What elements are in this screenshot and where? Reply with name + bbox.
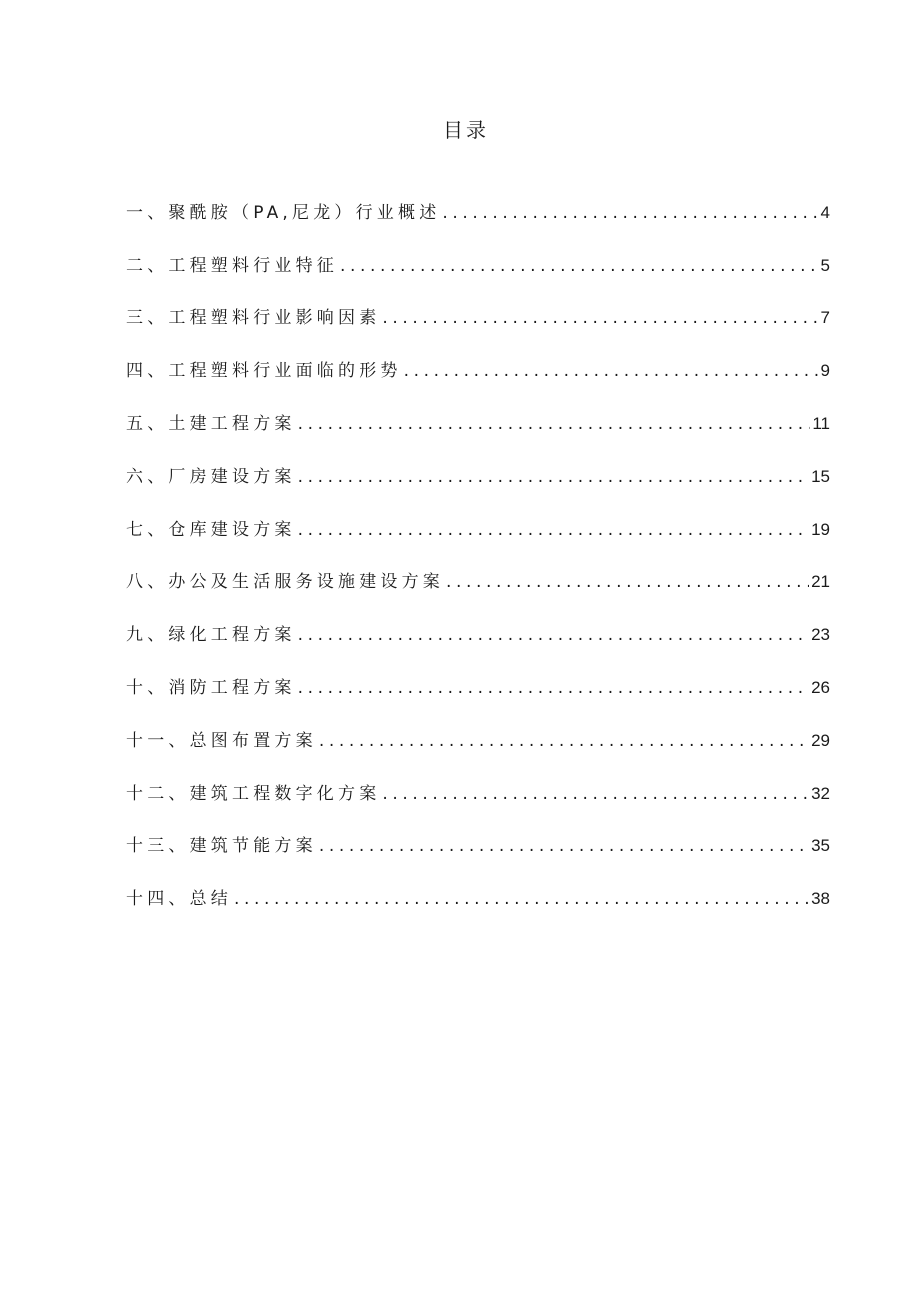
toc-entry-label: 四、工程塑料行业面临的形势 (126, 361, 402, 382)
toc-entry[interactable] (126, 282, 830, 335)
toc-list (126, 176, 830, 915)
toc-entry-page: 29 (811, 730, 830, 750)
toc-dot-leader (234, 883, 809, 915)
toc-entry[interactable] (126, 598, 830, 651)
toc-entry[interactable] (126, 757, 830, 810)
toc-entry-label: 三、工程塑料行业影响因素 (126, 308, 381, 329)
toc-dot-leader (319, 830, 809, 862)
toc-entry-page: 11 (812, 413, 830, 433)
toc-entry-label: 十、消防工程方案 (126, 677, 296, 698)
toc-entry-page: 32 (811, 783, 830, 803)
toc-entry-label: 二、工程塑料行业特征 (126, 255, 338, 276)
toc-entry[interactable] (126, 176, 830, 229)
toc-entry-page: 4 (820, 202, 830, 222)
toc-entry-label: 八、办公及生活服务设施建设方案 (126, 572, 444, 593)
toc-entry[interactable] (126, 440, 830, 493)
toc-entry[interactable] (126, 493, 830, 546)
toc-dot-leader (319, 725, 809, 757)
toc-dot-leader (340, 250, 819, 282)
toc-dot-leader (442, 197, 818, 229)
toc-entry[interactable] (126, 546, 830, 599)
toc-entry[interactable] (126, 704, 830, 757)
toc-entry-page: 35 (811, 836, 830, 856)
toc-dot-leader (298, 461, 809, 493)
toc-title: 目录 (443, 118, 489, 142)
toc-dot-leader (382, 778, 809, 810)
toc-entry[interactable] (126, 229, 830, 282)
toc-entry-label: 一、聚酰胺（PA,尼龙）行业概述 (126, 202, 441, 223)
toc-entry-page: 19 (811, 519, 830, 539)
toc-entry[interactable] (126, 862, 830, 915)
toc-entry-label: 九、绿化工程方案 (126, 625, 296, 646)
toc-entry-page: 9 (820, 361, 830, 381)
toc-dot-leader (382, 302, 818, 334)
toc-entry-page: 15 (811, 466, 830, 486)
toc-entry-label: 六、厂房建设方案 (126, 466, 296, 487)
toc-entry-label: 十二、建筑工程数字化方案 (126, 783, 381, 804)
toc-dot-leader (298, 672, 809, 704)
toc-entry-label: 七、仓库建设方案 (126, 519, 296, 540)
toc-entry-label: 十四、总结 (126, 889, 232, 910)
toc-dot-leader (298, 619, 809, 651)
toc-entry[interactable] (126, 387, 830, 440)
toc-dot-leader (298, 408, 811, 440)
toc-entry-page: 21 (811, 572, 830, 592)
toc-entry-page: 26 (811, 677, 830, 697)
toc-entry-page: 38 (811, 889, 830, 909)
toc-entry-label: 十三、建筑节能方案 (126, 836, 317, 857)
toc-dot-leader (446, 566, 809, 598)
toc-entry-page: 5 (820, 255, 830, 275)
toc-dot-leader (404, 355, 819, 387)
toc-dot-leader (298, 514, 809, 546)
toc-entry-label: 十一、总图布置方案 (126, 730, 317, 751)
toc-entry-label: 五、土建工程方案 (126, 413, 296, 434)
toc-entry[interactable] (126, 810, 830, 863)
toc-entry-page: 7 (820, 308, 830, 328)
toc-entry[interactable] (126, 651, 830, 704)
toc-entry-page: 23 (811, 625, 830, 645)
toc-entry[interactable] (126, 334, 830, 387)
